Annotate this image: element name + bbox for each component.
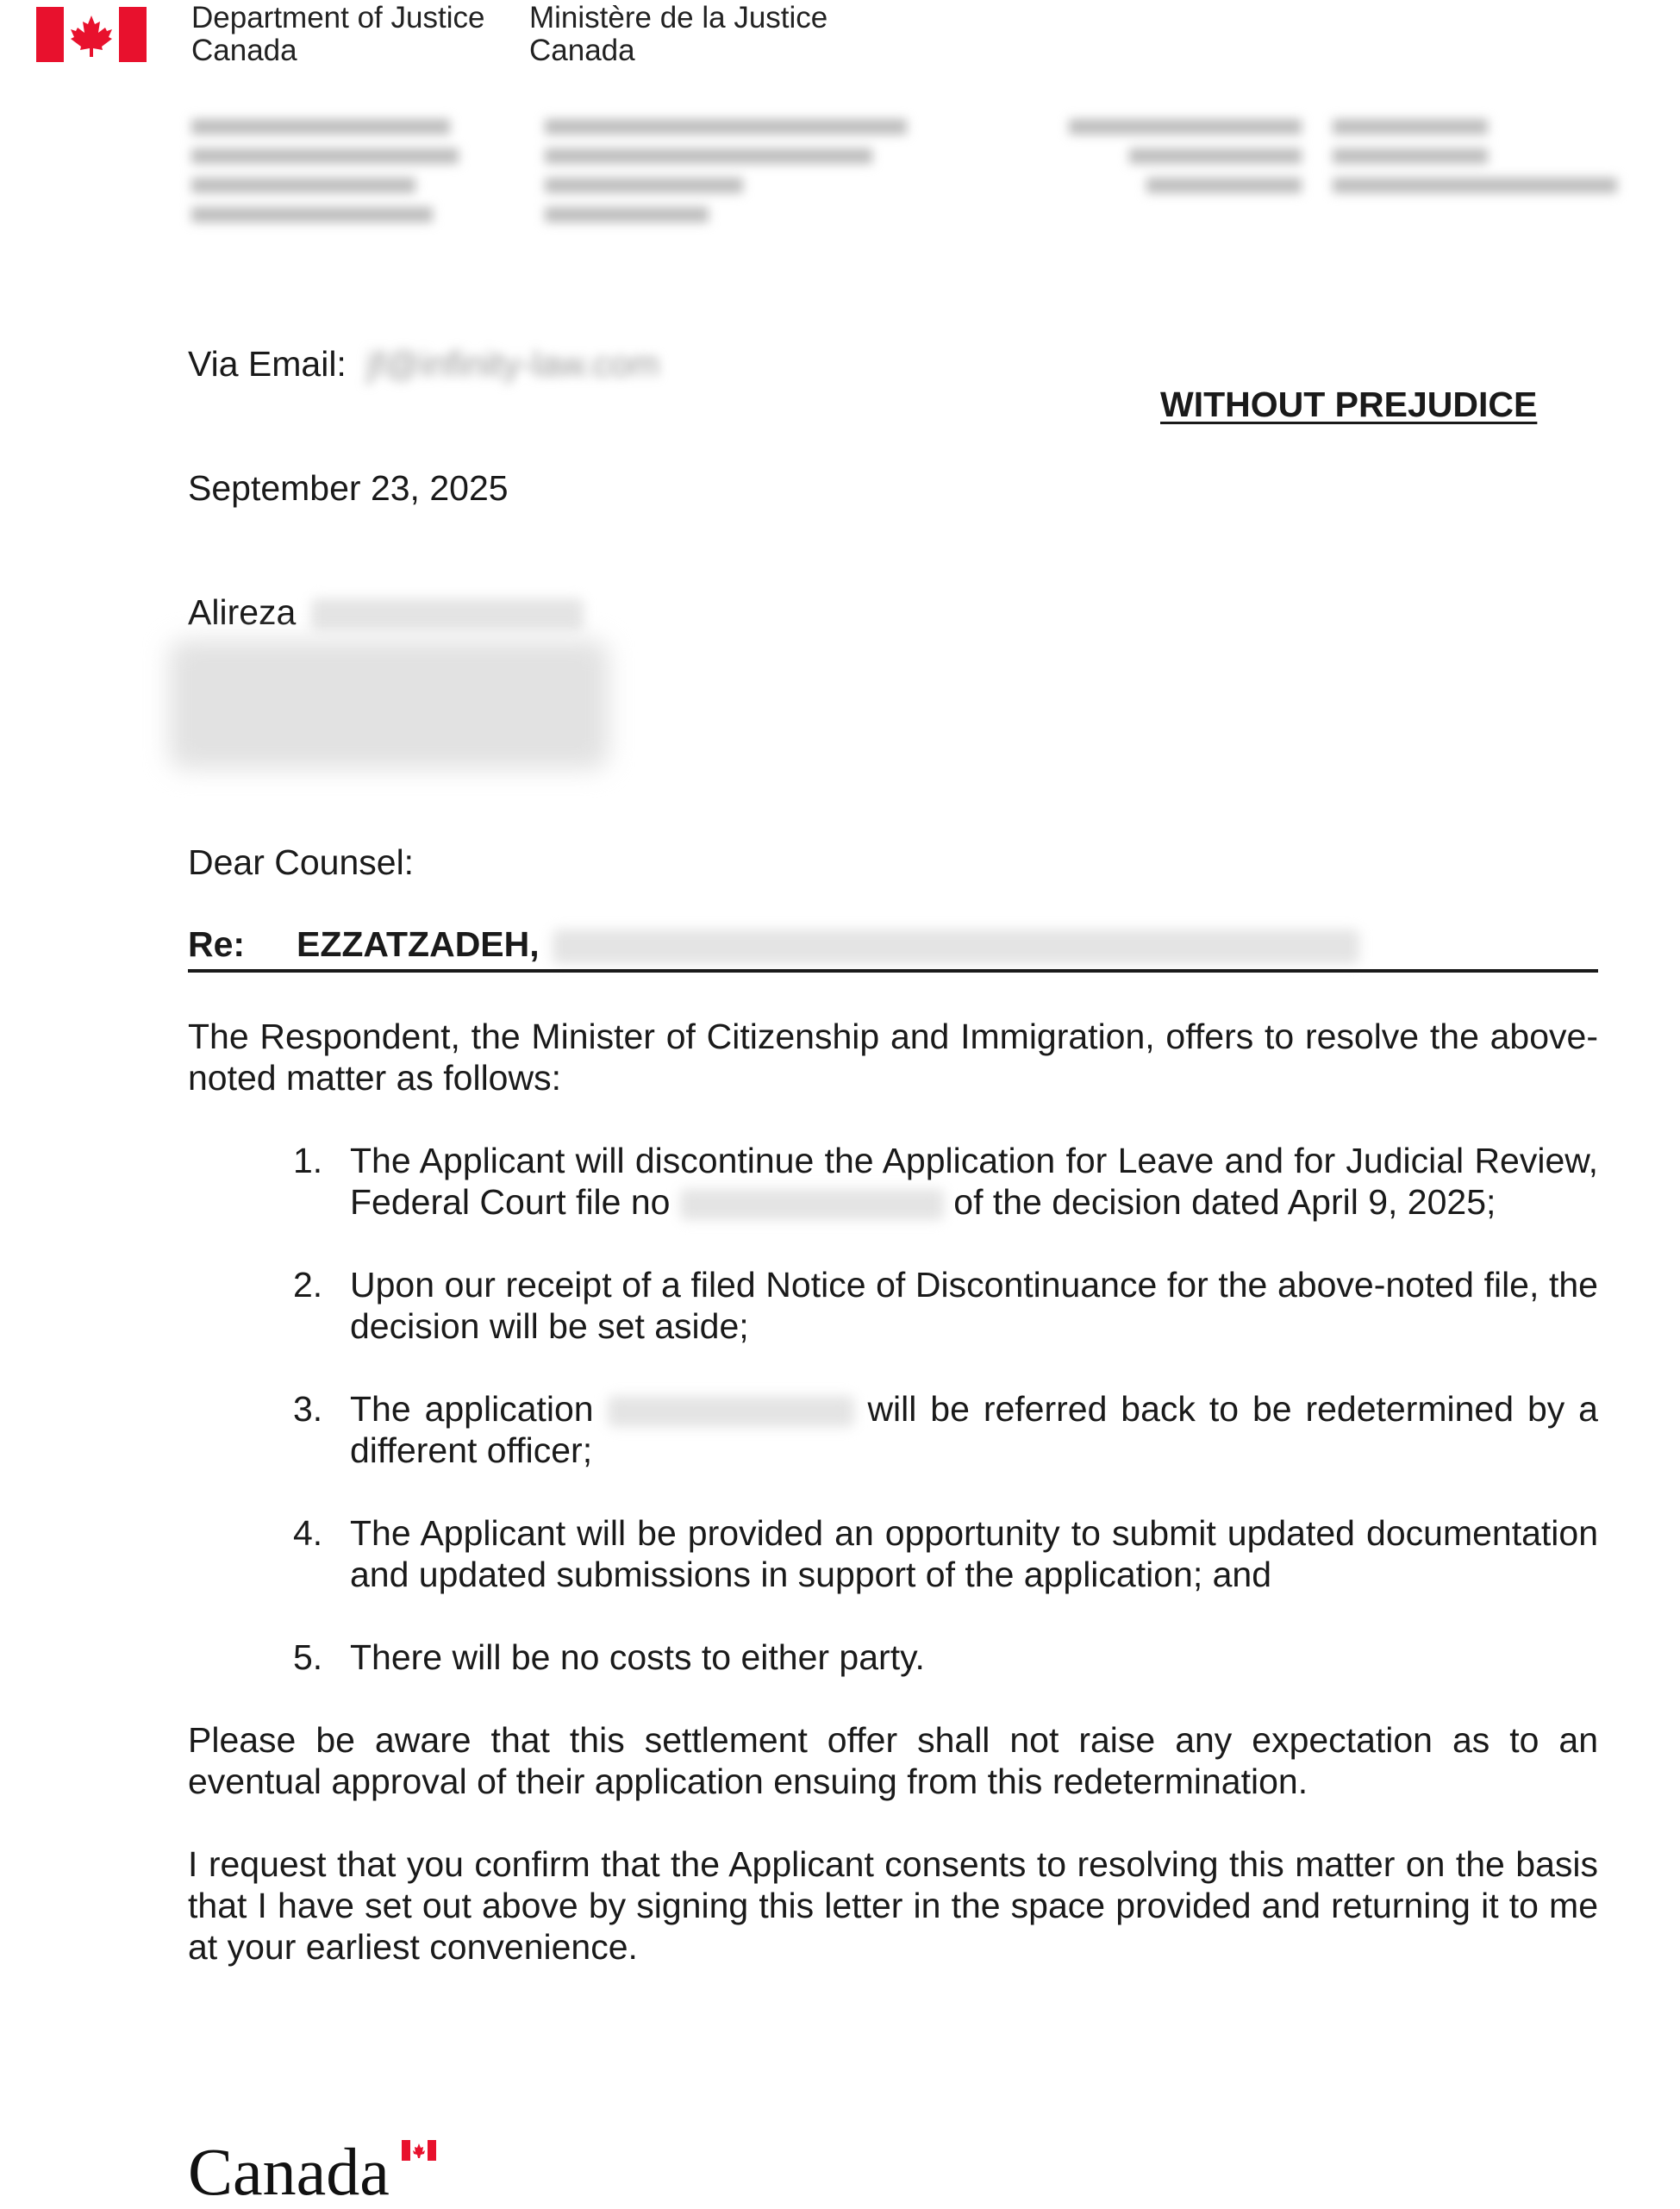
list-item-number: 4.	[293, 1513, 323, 1553]
department-name-fr-line2: Canada	[529, 34, 635, 67]
canada-wordmark-flag-icon	[402, 2140, 436, 2161]
redacted-application-number	[608, 1396, 854, 1427]
list-item-number: 5.	[293, 1637, 323, 1677]
redacted-address-en	[191, 112, 467, 222]
without-prejudice-heading: WITHOUT PREJUDICE	[1160, 385, 1538, 424]
re-label: Re:	[188, 924, 246, 964]
re-subject	[297, 924, 1359, 965]
list-item-text-after: of the decision dated April 9, 2025;	[953, 1182, 1496, 1222]
list-item-text-before: The application	[350, 1389, 594, 1429]
list-item-text: Upon our receipt of a filed Notice of Discontinuance for the above-noted file, the decision will be set aside;	[350, 1265, 1598, 1346]
list-item-text: There will be no costs to either party.	[350, 1637, 925, 1677]
redacted-recipient-address	[169, 640, 609, 769]
via-email-address: jf@infinity-law.com	[366, 344, 660, 384]
request-paragraph: I request that you confirm that the Applicant consents to resolving this matter on the basis that I have set out above by signing this letter in the space provided and returning it to me at your earliest convenience.	[188, 1844, 1598, 1967]
canada-wordmark-text: Canada	[188, 2134, 390, 2209]
department-name-fr-line1: Ministère de la Justice	[529, 1, 828, 34]
list-item-number: 1.	[293, 1141, 323, 1180]
awareness-paragraph: Please be aware that this settlement offer shall not raise any expectation as to an eventual approval of their application ensuing from this redetermination.	[188, 1720, 1598, 1801]
canada-wordmark	[188, 2134, 447, 2209]
list-item-text-after: will be referred back to be redetermined by a different officer;	[350, 1389, 1598, 1470]
redacted-contact-labels	[1069, 112, 1310, 193]
list-item-text: The Applicant will be provided an opportunity to submit updated documentation and updated submissions in support of the application; and	[350, 1513, 1598, 1594]
list-item-number: 3.	[293, 1389, 323, 1429]
re-subject-name: EZZATZADEH,	[297, 924, 540, 964]
department-name-fr	[529, 2, 828, 67]
department-name-en-line1: Department of Justice	[191, 1, 485, 34]
department-name-en-line2: Canada	[191, 34, 297, 67]
list-item-text-before: The Applicant will discontinue the Application for Leave and for Judicial Review, Federal Court file no	[350, 1141, 1598, 1222]
redacted-court-file-number	[680, 1189, 944, 1220]
salutation: Dear Counsel:	[188, 842, 415, 882]
list-item-text	[350, 1388, 1598, 1471]
canada-flag-icon	[36, 7, 147, 62]
re-underline	[188, 969, 1598, 973]
list-item-number: 2.	[293, 1265, 323, 1305]
via-email-label: Via Email:	[188, 344, 347, 384]
via-email-line	[188, 343, 659, 385]
letter-date: September 23, 2025	[188, 468, 509, 508]
redacted-address-fr	[545, 112, 924, 222]
redacted-re-details	[553, 929, 1359, 964]
redacted-contact-values	[1333, 112, 1626, 193]
department-name-en	[191, 2, 484, 67]
recipient-first-name: Alireza	[188, 592, 297, 632]
recipient-block	[188, 591, 584, 633]
intro-paragraph: The Respondent, the Minister of Citizenship and Immigration, offers to resolve the above-noted matter as follows:	[188, 1017, 1598, 1098]
redacted-recipient-surname	[311, 598, 584, 631]
list-item-text	[350, 1140, 1598, 1223]
